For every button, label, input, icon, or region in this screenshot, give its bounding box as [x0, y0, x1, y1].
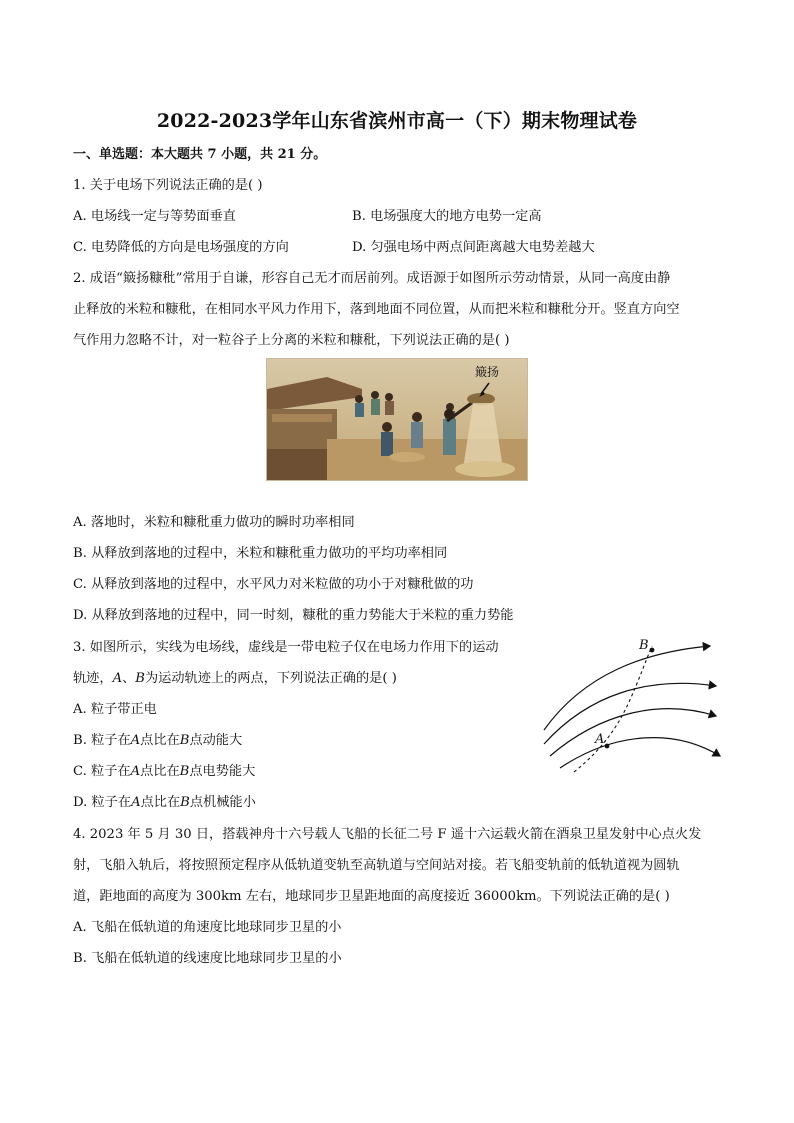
field-line-1 — [544, 646, 710, 730]
q4-option-b: B. 飞船在低轨道的线速度比地球同步卫星的小 — [73, 951, 342, 966]
q1-option-c: C. 电势降低的方向是电场强度的方向 — [73, 240, 289, 255]
q2-option-b: B. 从释放到落地的过程中，米粒和糠秕重力做功的平均功率相同 — [73, 546, 448, 561]
point-a-label: A — [595, 732, 605, 747]
point-a-marker — [605, 744, 610, 749]
q1-option-d: D. 匀强电场中两点间距离越大电势差越大 — [352, 240, 595, 255]
q4-stem-line-1: 4. 2023 年 5 月 30 日，搭载神舟十六号载人飞船的长征二号 F 遥十六运载火箭在酒泉卫星发射中心点火发 — [73, 827, 702, 842]
figure-label-winnow: 簸扬 — [475, 365, 500, 379]
q2-option-a: A. 落地时，米粒和糠秕重力做功的瞬时功率相同 — [73, 515, 355, 530]
electric-field-diagram — [534, 632, 726, 778]
q1-option-a: A. 电场线一定与等势面垂直 — [73, 209, 236, 224]
q3-option-d: D. 粒子在A点比在B点机械能小 — [73, 795, 256, 810]
q2-option-d: D. 从释放到落地的过程中，同一时刻，糠秕的重力势能大于米粒的重力势能 — [73, 608, 514, 623]
winnowing-painting — [266, 358, 528, 481]
q2-stem-line-1: 2. 成语“簸扬糠秕”常用于自谦，形容自己无才而居前列。成语源于如图所示劳动情景，从同一高度由静 — [73, 271, 671, 286]
point-b-marker — [650, 648, 655, 653]
q2-stem-line-3: 气作用力忽略不计，对一粒谷子上分离的米粒和糠秕，下列说法正确的是( ) — [73, 333, 510, 348]
section-heading: 一、单选题：本大题共 7 小题，共 21 分。 — [73, 147, 327, 162]
q1-stem: 1. 关于电场下列说法正确的是( ) — [73, 178, 263, 193]
q3-stem-line-2: 轨迹，A、B为运动轨迹上的两点，下列说法正确的是( ) — [73, 671, 397, 686]
electric-field-lines-svg — [534, 632, 726, 778]
page-title: 2022-2023学年山东省滨州市高一（下）期末物理试卷 — [156, 110, 638, 132]
q4-stem-line-3: 道，距地面的高度为 300km 左右，地球同步卫星距地面的高度接近 36000km。下列说法正确的是( ) — [73, 889, 670, 904]
q4-stem-line-2: 射，飞船入轨后，将按照预定程序从低轨道变轨至高轨道与空间站对接。若飞船变轨前的低轨道视为圆轨 — [73, 858, 680, 873]
q3-stem-line-1: 3. 如图所示，实线为电场线，虚线是一带电粒子仅在电场力作用下的运动 — [73, 640, 499, 655]
q2-option-c: C. 从释放到落地的过程中，水平风力对米粒做的功小于对糠秕做的功 — [73, 577, 474, 592]
q3-option-c: C. 粒子在A点比在B点电势能大 — [73, 764, 256, 779]
q3-option-b: B. 粒子在A点比在B点动能大 — [73, 733, 243, 748]
winnowing-painting-illustration — [267, 359, 527, 480]
q4-option-a: A. 飞船在低轨道的角速度比地球同步卫星的小 — [73, 920, 342, 935]
point-b-label: B — [639, 638, 649, 653]
q1-option-b: B. 电场强度大的地方电势一定高 — [352, 209, 542, 224]
q3-option-a: A. 粒子带正电 — [73, 702, 157, 717]
q2-stem-line-2: 止释放的米粒和糠秕，在相同水平风力作用下，落到地面不同位置，从而把米粒和糠秕分开。竖直方向空 — [73, 302, 680, 317]
